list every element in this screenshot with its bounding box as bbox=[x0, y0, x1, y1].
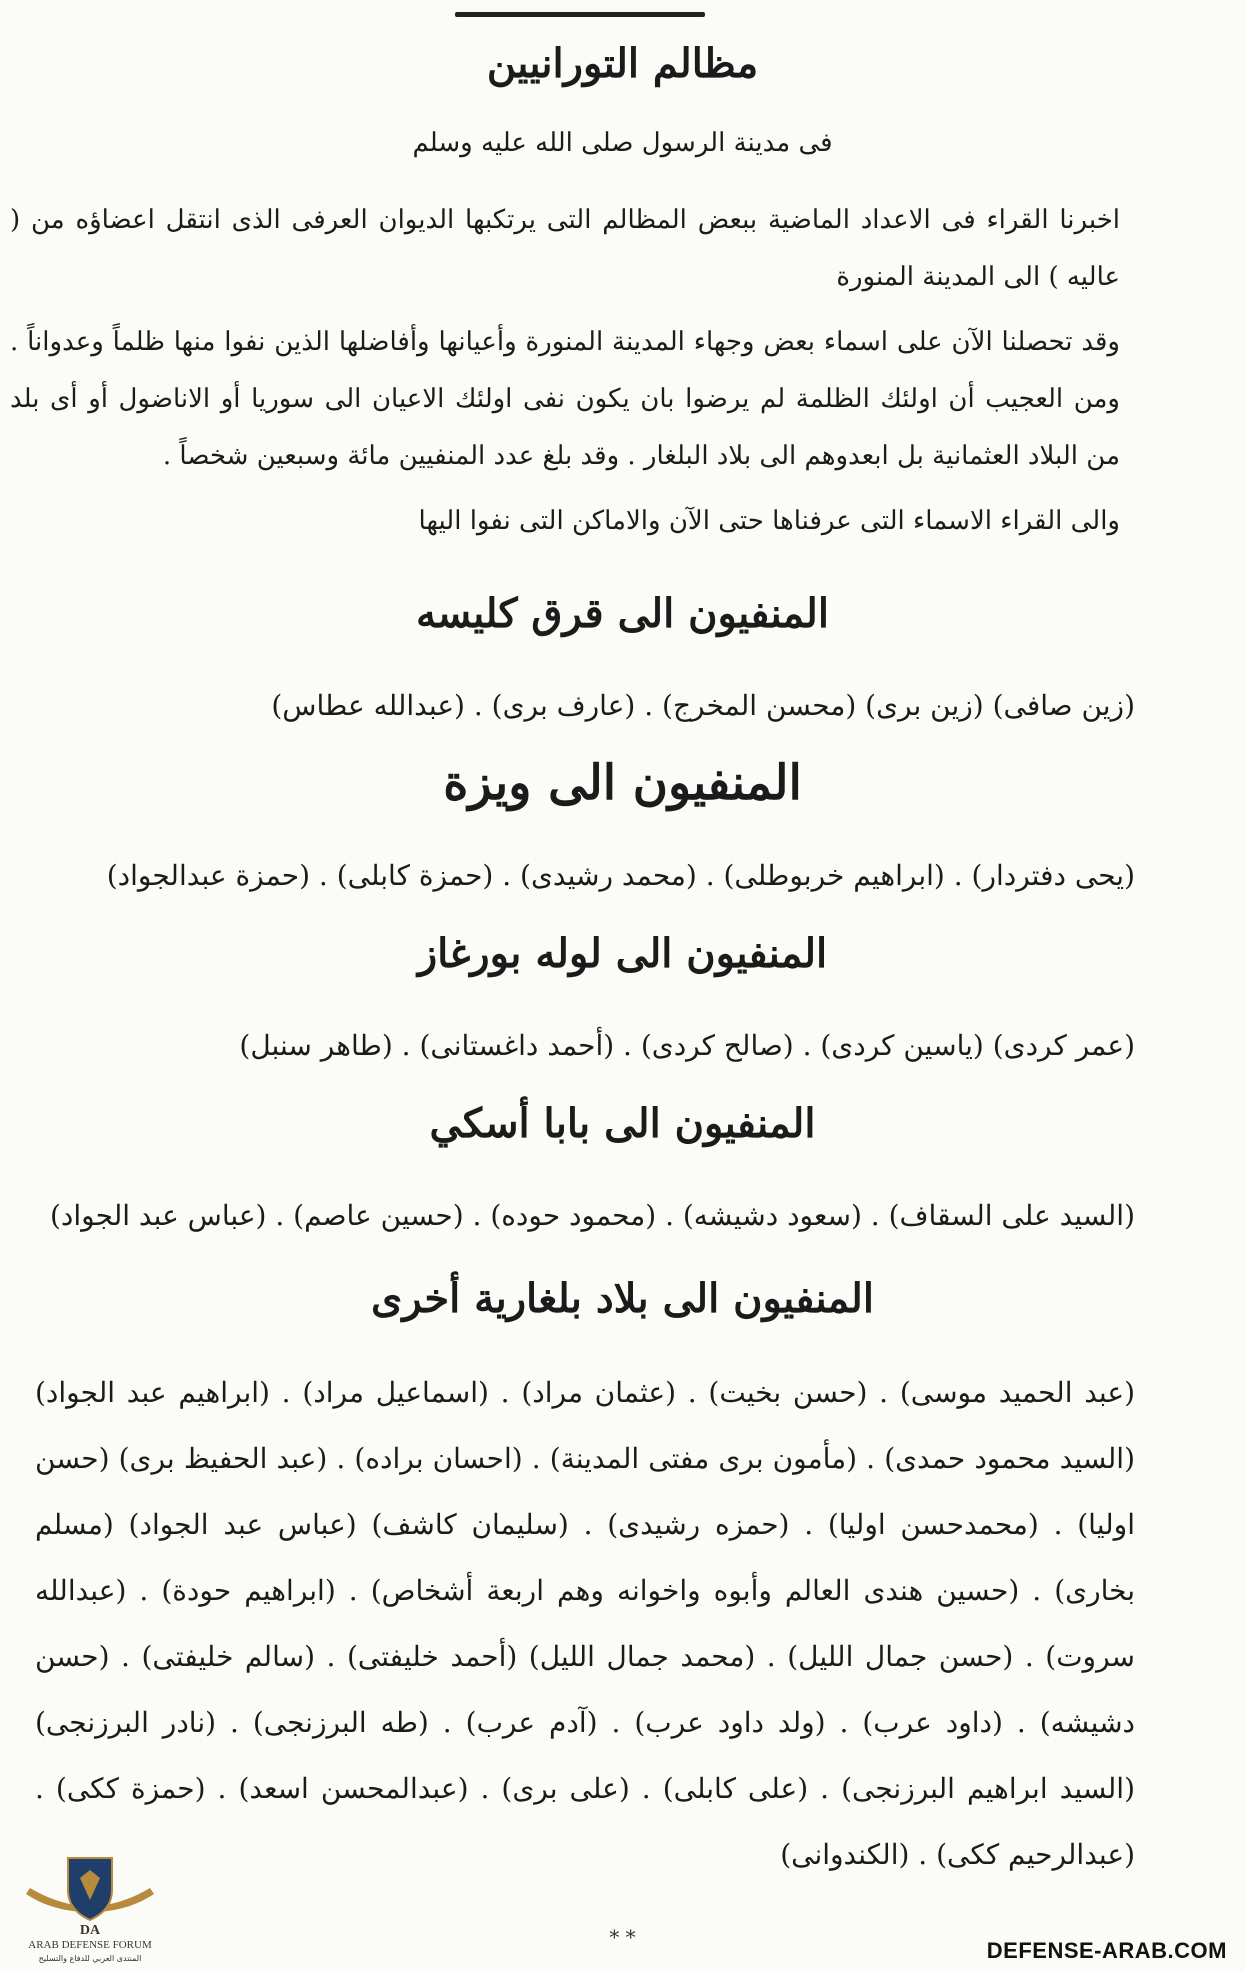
section-heading-vize: المنفيون الى ويزة bbox=[443, 755, 802, 811]
logo-abbrev: DA bbox=[79, 1923, 101, 1938]
exile-names-list: (يحى دفتردار) . (ابراهيم خربوطلى) . (محمد رشيدى) . (حمزة كابلى) . (حمزة عبدالجواد) bbox=[106, 859, 1135, 892]
intro-paragraph: والى القراء الاسماء التى عرفناها حتى الآن والاماكن التى نفوا اليها bbox=[418, 506, 1120, 536]
intro-paragraph: وقد تحصلنا الآن على اسماء بعض وجهاء المدينة المنورة وأعيانها وأفاضلها الذين نفوا منها ظلماً وعدواناً . ومن العجيب أن اولئك الظلمة لم يرضوا بان يكون نفى اولئك الاعيان الى سوريا أو الاناضول أو أى بلد من البلاد العثمانية بل ابعدوهم الى بلاد البلغار . وقد بلغ عدد المنفيين مائة وسبعين شخصاً . bbox=[10, 327, 1120, 471]
section-heading-babaeski: المنفيون الى بابا أسكي bbox=[429, 1100, 816, 1147]
exile-names-list: (عمر كردى) (ياسين كردى) . (صالح كردى) . (أحمد داغستانى) . (طاهر سنبل) bbox=[239, 1029, 1135, 1062]
footer-ornament: * * bbox=[609, 1925, 636, 1949]
section-heading-kirk-kilise: المنفيون الى قرق كليسه bbox=[416, 590, 829, 637]
article-intro bbox=[10, 192, 1120, 558]
intro-paragraph: اخبرنا القراء فى الاعداد الماضية ببعض المظالم التى يرتكبها الديوان العرفى الذى انتقل اعضاؤه من ( عاليه ) الى المدينة المنورة bbox=[10, 205, 1120, 292]
exile-names-list: (السيد على السقاف) . (سعود دشيشه) . (محمود حوده) . (حسين عاصم) . (عباس عبد الجواد) bbox=[50, 1199, 1135, 1232]
eagle-shield-icon bbox=[20, 1848, 160, 1966]
logo-title-en: ARAB DEFENSE FORUM bbox=[28, 1939, 152, 1951]
logo-title-ar: المنتدى العربي للدفاع والتسليح bbox=[38, 1954, 142, 1963]
site-watermark: DEFENSE-ARAB.COM bbox=[986, 1938, 1227, 1963]
exile-names-list: (عبد الحميد موسى) . (حسن بخيت) . (عثمان مراد) . (اسماعيل مراد) . (ابراهيم عبد الجواد) (السيد محمود حمدى) . (مأمون برى مفتى المدينة) . (احسان براده) . (عبد الحفيظ برى) (حسن اوليا) . (محمدحسن اوليا) . (حمزه رشيدى) . (سليمان كاشف) (عباس عبد الجواد) (مسلم بخارى) . (حسين هندى العالم وأبوه واخوانه وهم اربعة أشخاص) . (ابراهيم حودة) . (عبدالله سروت) . (حسن جمال الليل) . (محمد جمال الليل) (أحمد خليفتى) . (سالم خليفتى) . (حسن دشيشه) . (داود عرب) . (ولد داود عرب) . (آدم عرب) . (طه البرزنجى) . (نادر البرزنجى) (السيد ابراهيم البرزنجى) . (على كابلى) . (على برى) . (عبدالمحسن اسعد) . (حمزة ككى) . (عبدالرحيم ككى) . (الكندوانى) bbox=[35, 1376, 1135, 1871]
article-subtitle: فى مدينة الرسول صلى الله عليه وسلم bbox=[412, 128, 833, 158]
top-rule-divider bbox=[455, 12, 705, 17]
section-heading-luleburgaz: المنفيون الى لوله بورغاز bbox=[417, 930, 828, 977]
forum-logo bbox=[20, 1848, 160, 1966]
section-heading-other-bulgarian-lands: المنفيون الى بلاد بلغارية أخرى bbox=[371, 1275, 874, 1322]
exile-names-list: (زين صافى) (زين برى) (محسن المخرج) . (عارف برى) . (عبدالله عطاس) bbox=[271, 689, 1135, 722]
article-title: مظالم التورانيين bbox=[486, 40, 759, 87]
